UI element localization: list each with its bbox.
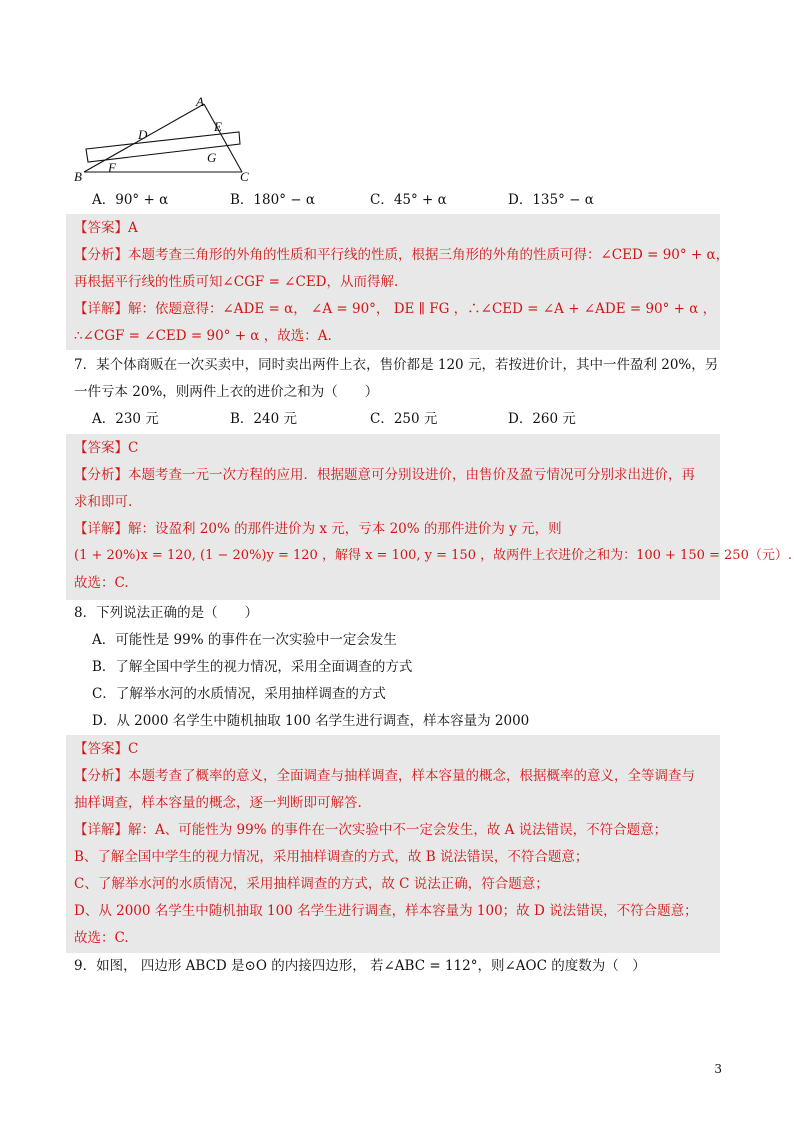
q6-detail-line2: ∴∠CGF = ∠CED = 90° + α ，故选：A. (74, 328, 332, 344)
q6-option-a: A．90° + α (92, 192, 169, 208)
q7-analysis-line2: 求和即可. (74, 494, 133, 510)
q8-detail-line3: C、了解举水河的水质情况，采用抽样调查的方式，故 C 说法正确，符合题意； (74, 876, 549, 892)
q8-answer: 【答案】C (74, 741, 139, 757)
q7-detail-line2: (1 + 20%)x = 120, (1 − 20%)y = 120 ，解得 x = 100, y = 150 ，故两件上衣进价之和为：100 + 150 = 250（元）. (74, 548, 792, 563)
q6-answer: 【答案】A (74, 220, 138, 236)
q8-detail-line5: 故选：C. (74, 930, 129, 946)
q6-option-c: C．45° + α (370, 192, 447, 208)
label-f: F (108, 160, 116, 175)
q8-option-d: D．从 2000 名学生中随机抽取 100 名学生进行调查，样本容量为 2000 (92, 713, 530, 729)
q6-analysis-line2: 再根据平行线的性质可知∠CGF = ∠CED，从而得解. (74, 274, 399, 290)
q8-option-c: C．了解举水河的水质情况，采用抽样调查的方式 (92, 686, 386, 702)
triangle-figure (70, 92, 260, 184)
label-b: B (74, 169, 82, 184)
q8-analysis-line2: 抽样调查，样本容量的概念，逐一判断即可解答. (74, 795, 362, 811)
q6-analysis-line1: 【分析】本题考查三角形的外角的性质和平行线的性质，根据三角形的外角的性质可得：∠CED = 90° + α， (74, 247, 730, 263)
q8-detail-line4: D、从 2000 名学生中随机抽取 100 名学生进行调查，样本容量为 100；故 D 说法错误，不符合题意； (74, 903, 698, 919)
q7-stem-line1: 7．某个体商贩在一次买卖中，同时卖出两件上衣，售价都是 120 元，若按进价计，其中一件盈利 20%，另 (74, 357, 719, 373)
q7-detail-line3: 故选：C. (74, 575, 129, 591)
q8-detail-line1: 【详解】解：A、可能性为 99% 的事件在一次实验中不一定会发生，故 A 说法错误，不符合题意； (74, 822, 668, 838)
label-d: D (138, 127, 148, 142)
q6-detail-line1: 【详解】解：依题意得：∠ADE = α， ∠A = 90°， DE ∥ FG ，∴∠CED = ∠A + ∠ADE = 90° + α ， (74, 301, 717, 317)
q8-option-b: B．了解全国中学生的视力情况，采用全面调查的方式 (92, 659, 413, 675)
q8-stem: 8．下列说法正确的是（ ） (74, 605, 259, 621)
q7-option-a: A．230 元 (92, 411, 159, 427)
q9-stem: 9．如图， 四边形 ABCD 是⊙O 的内接四边形， 若∠ABC = 112°，则∠AOC 的度数为（ ） (74, 958, 646, 974)
q7-answer: 【答案】C (74, 440, 139, 456)
label-c: C (240, 169, 249, 184)
q6-option-b: B．180° − α (230, 192, 315, 208)
q7-detail-line1: 【详解】解：设盈利 20% 的那件进价为 x 元，亏本 20% 的那件进价为 y 元，则 (74, 521, 562, 537)
q8-option-a: A．可能性是 99% 的事件在一次实验中一定会发生 (92, 632, 397, 648)
q8-analysis-line1: 【分析】本题考查了概率的意义，全面调查与抽样调查，样本容量的概念，根据概率的意义，全等调查与 (74, 768, 695, 784)
q7-solution-box (66, 434, 720, 600)
label-a: A (196, 94, 204, 109)
label-e: E (214, 119, 222, 134)
label-g: G (207, 150, 217, 165)
q7-option-d: D．260 元 (508, 411, 576, 427)
q7-option-c: C．250 元 (370, 411, 438, 427)
q8-detail-line2: B、了解全国中学生的视力情况，采用抽样调查的方式，故 B 说法错误，不符合题意； (74, 849, 589, 865)
page-number: 3 (714, 1062, 722, 1076)
q6-option-d: D．135° − α (508, 192, 594, 208)
q7-stem-line2: 一件亏本 20%，则两件上衣的进价之和为（ ） (74, 384, 379, 400)
q7-analysis-line1: 【分析】本题考查一元一次方程的应用．根据题意可分别设进价，由售价及盈亏情况可分别求出进价，再 (74, 467, 695, 483)
q7-option-b: B．240 元 (230, 411, 297, 427)
